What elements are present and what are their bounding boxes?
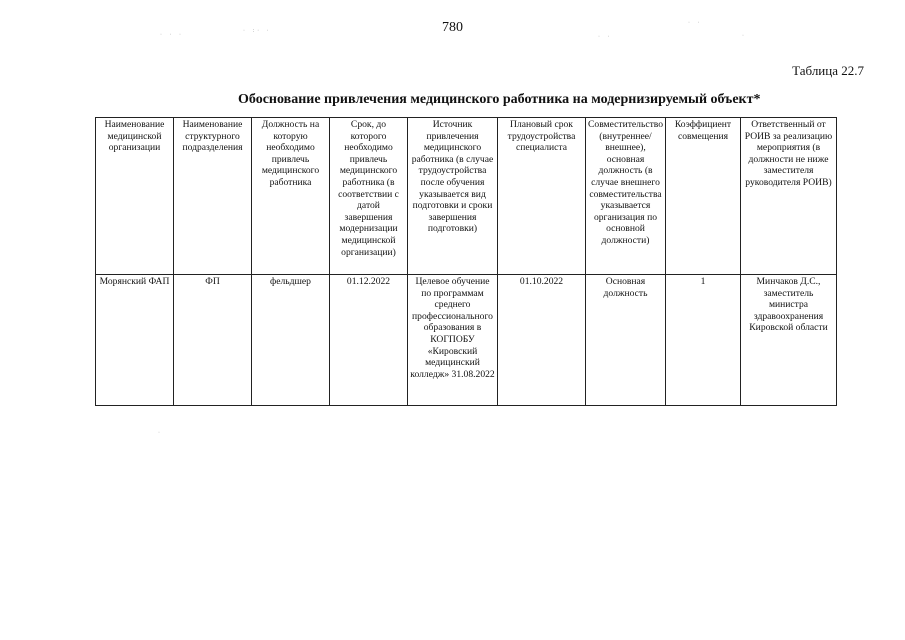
cell-deadline: 01.12.2022 (330, 275, 408, 406)
table-header-row (96, 118, 837, 275)
cell-position: фельдшер (252, 275, 330, 406)
cell-responsible: Минчаков Д.С., заместитель министра здравоохранения Кировской области (741, 275, 837, 406)
scan-speck: · (158, 430, 163, 436)
page-number: 780 (442, 20, 463, 35)
justification-table (95, 117, 837, 406)
col-header-subdivision: Наименование структурного подразделения (174, 118, 252, 275)
col-header-responsible: Ответственный от РОИВ за реализацию мероприятия (в должности не ниже заместителя руководителя РОИВ) (741, 118, 837, 275)
cell-planned-date: 01.10.2022 (498, 275, 586, 406)
cell-coefficient: 1 (666, 275, 741, 406)
col-header-planned-date: Плановый срок трудоустройства специалиста (498, 118, 586, 275)
col-header-organization: Наименование медицинской организации (96, 118, 174, 275)
scan-speck: · (742, 33, 747, 39)
col-header-deadline: Срок, до которого необходимо привлечь медицинского работника (в соответствии с датой завершения модернизации медицинской организации) (330, 118, 408, 275)
scan-speck: · · (598, 34, 613, 40)
cell-part-time: Основная должность (586, 275, 666, 406)
scan-speck: · · (688, 20, 703, 26)
document-title: Обоснование привлечения медицинского работника на модернизируемый объект* (238, 92, 761, 107)
cell-subdivision: ФП (174, 275, 252, 406)
col-header-coefficient: Коэффициент совмещения (666, 118, 741, 275)
col-header-part-time: Совместительство (внутреннее/внешнее), основная должность (в случае внешнего совместительства указывается организация по основной должности) (586, 118, 666, 275)
scan-speck: · · · (160, 32, 184, 38)
scan-speck: · :· · (243, 28, 272, 34)
col-header-source: Источник привлечения медицинского работника (в случае трудоустройства после обучения указывается вид подготовки и сроки завершения подготовки) (408, 118, 498, 275)
table-caption: Таблица 22.7 (792, 63, 864, 78)
col-header-position: Должность на которую необходимо привлечь медицинского работника (252, 118, 330, 275)
cell-organization: Морянский ФАП (96, 275, 174, 406)
table-row (96, 275, 837, 406)
cell-source: Целевое обучение по программам среднего профессионального образования в КОГПОБУ «Кировский медицинский колледж» 31.08.2022 (408, 275, 498, 406)
